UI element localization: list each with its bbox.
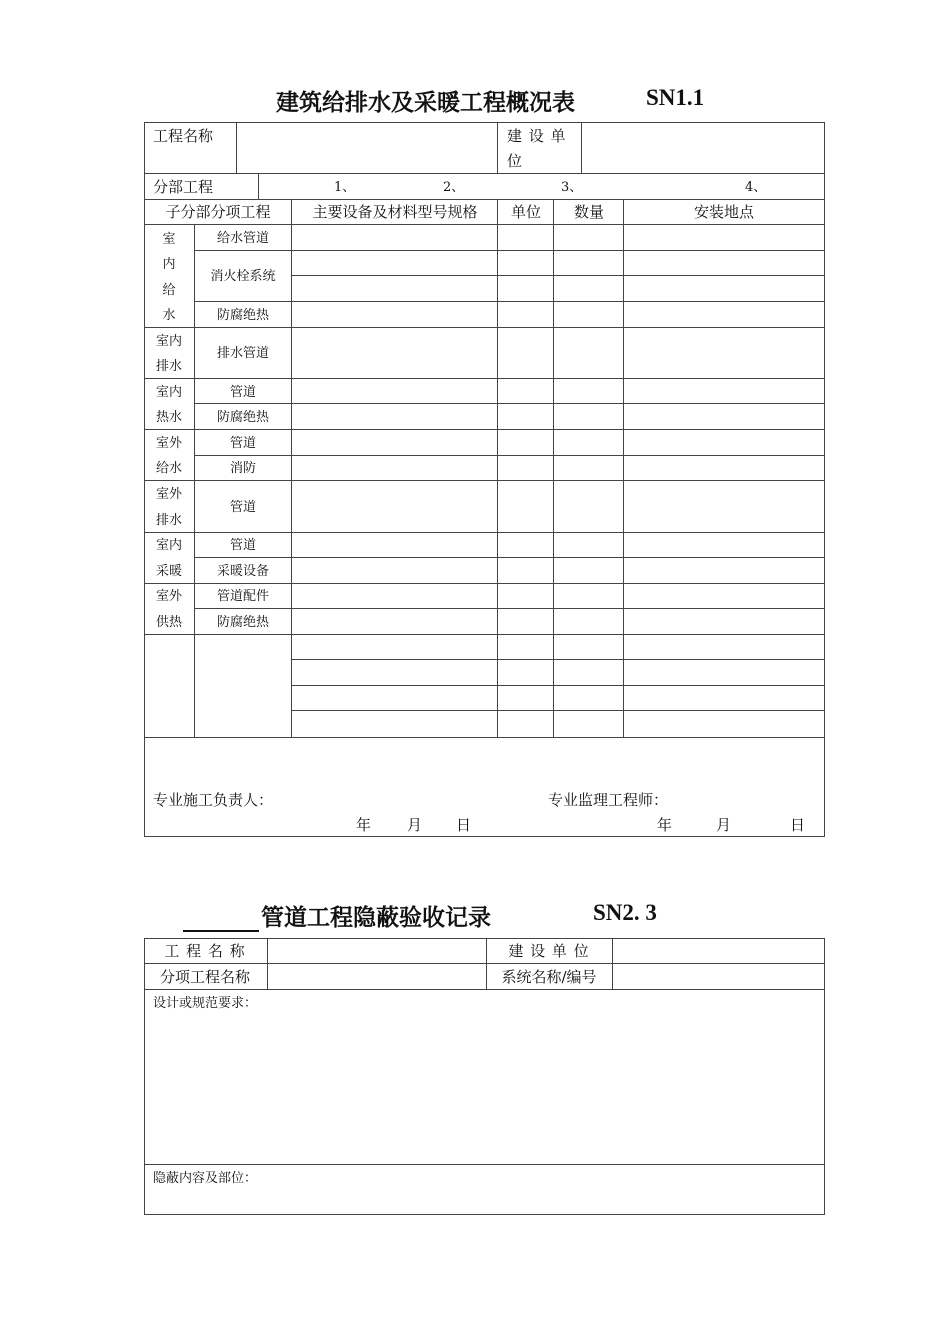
form2-sub-item-label: 分项工程名称 [159, 968, 251, 986]
form2-project-name-label: 工 程 名 称 [164, 942, 246, 960]
sub-project-no-4: 4、 [745, 180, 767, 195]
design-requirements-label: 设计或规范要求： [153, 996, 258, 1011]
design-requirements-field[interactable] [146, 1015, 823, 1162]
form2-system-field[interactable] [613, 965, 823, 987]
group-label: 排水 [155, 359, 183, 374]
project-name-label: 工程名称 [153, 127, 214, 145]
date-month: 月 [716, 816, 732, 834]
table-rule [291, 710, 825, 711]
table-rule [144, 634, 825, 635]
owner-label-line2: 位 [507, 152, 523, 170]
table-rule [194, 250, 292, 251]
pipe-type-blank[interactable] [183, 908, 259, 932]
table-rule [144, 199, 825, 200]
table-rule [623, 199, 624, 738]
table-rule [553, 199, 554, 738]
table-rule [486, 938, 487, 990]
table-rule [144, 224, 825, 225]
item-label: 管道 [229, 538, 257, 553]
form1-title-text: 建筑给排水及采暖工程概况表 [276, 89, 575, 116]
form1-code: SN1.1 [646, 85, 705, 110]
form2-title [183, 899, 657, 932]
form2-code: SN2. 3 [593, 900, 657, 925]
header-equipment: 主要设备及材料型号规格 [312, 203, 478, 221]
table-rule [194, 455, 825, 456]
table-rule [497, 199, 498, 738]
form2-system-label: 系统名称/编号 [501, 968, 597, 986]
group-label: 室外 [155, 589, 183, 604]
table-rule [144, 836, 825, 837]
group-label: 给 [162, 283, 176, 298]
item-label: 消防 [229, 461, 257, 476]
table-rule [291, 659, 825, 660]
table-rule [194, 557, 825, 558]
table-rule [144, 327, 825, 328]
table-rule [194, 301, 825, 302]
item-label: 给水管道 [216, 231, 270, 246]
group-label: 室外 [155, 436, 183, 451]
group-label: 采暖 [155, 564, 183, 579]
table-rule [144, 1214, 825, 1215]
form2-owner-field[interactable] [613, 940, 823, 962]
form1-title [276, 84, 705, 117]
header-unit: 单位 [510, 203, 542, 221]
header-quantity: 数量 [573, 203, 605, 221]
item-label: 管道配件 [216, 589, 270, 604]
table-rule [194, 608, 825, 609]
table-rule [291, 685, 825, 686]
table-rule [144, 583, 825, 584]
table-rule [144, 122, 825, 123]
table-rule [144, 480, 825, 481]
sub-project-label: 分部工程 [153, 178, 214, 196]
table-rule [144, 989, 825, 990]
table-rule [194, 403, 825, 404]
item-label: 排水管道 [216, 346, 270, 361]
group-label: 室内 [155, 385, 183, 400]
item-label: 防腐绝热 [216, 615, 270, 630]
table-rule [291, 199, 292, 738]
form2-project-name-field[interactable] [268, 940, 485, 962]
sub-project-no-2: 2、 [443, 180, 465, 195]
item-label: 管道 [229, 436, 257, 451]
hidden-content-label: 隐蔽内容及部位： [153, 1171, 258, 1186]
table-rule [258, 173, 259, 199]
table-rule [144, 173, 825, 174]
hidden-content-field[interactable] [146, 1190, 823, 1212]
group-label: 室 [162, 232, 176, 247]
item-label: 管道 [229, 500, 257, 515]
sub-project-no-3: 3、 [561, 180, 583, 195]
table-rule [144, 737, 825, 738]
group-label: 排水 [155, 513, 183, 528]
item-label: 防腐绝热 [216, 308, 270, 323]
group-label: 供热 [155, 615, 183, 630]
form2-sub-item-field[interactable] [268, 965, 485, 987]
group-label: 热水 [155, 410, 183, 425]
group-label: 室外 [155, 487, 183, 502]
item-label: 防腐绝热 [216, 410, 270, 425]
table-rule [144, 938, 825, 939]
header-location: 安装地点 [693, 203, 755, 221]
item-label: 管道 [229, 385, 257, 400]
table-rule [144, 532, 825, 533]
date-year: 年 [356, 816, 372, 834]
form2-owner-label: 建 设 单 位 [508, 942, 590, 960]
item-label: 采暖设备 [216, 564, 270, 579]
table-rule [144, 938, 145, 1215]
owner-field[interactable] [582, 124, 823, 172]
item-label: 消火栓系统 [210, 269, 276, 284]
table-rule [291, 275, 825, 276]
table-rule [291, 250, 825, 251]
group-label: 给水 [155, 461, 183, 476]
table-rule [144, 1164, 825, 1165]
table-rule [144, 429, 825, 430]
group-label: 室内 [155, 538, 183, 553]
sub-project-no-1: 1、 [334, 180, 356, 195]
table-rule [824, 938, 825, 1215]
form2-title-text: 管道工程隐蔽验收记录 [261, 904, 491, 931]
table-rule [144, 378, 825, 379]
table-rule [497, 122, 498, 174]
supervisor-label: 专业监理工程师： [548, 791, 669, 809]
header-sub-item: 子分部分项工程 [165, 203, 271, 221]
owner-label-line1: 建 设 单 [507, 127, 567, 145]
group-label: 室内 [155, 334, 183, 349]
date-day: 日 [790, 816, 806, 834]
project-name-field[interactable] [237, 124, 496, 172]
table-rule [144, 963, 825, 964]
group-label: 水 [162, 308, 176, 323]
construction-lead-label: 专业施工负责人： [153, 791, 274, 809]
date-month: 月 [407, 816, 423, 834]
date-year: 年 [657, 816, 673, 834]
date-day: 日 [456, 816, 472, 834]
group-label: 内 [162, 257, 176, 272]
